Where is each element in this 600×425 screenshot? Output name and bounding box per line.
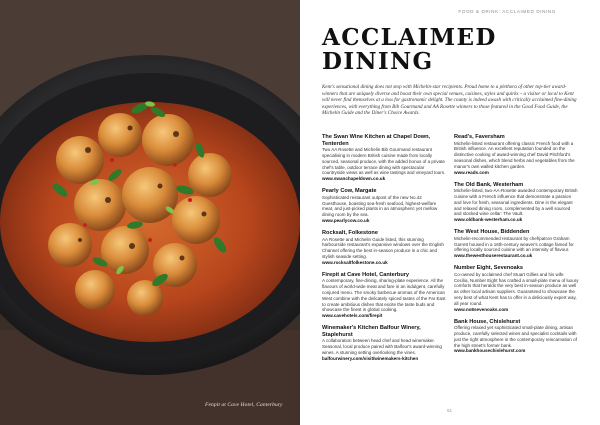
restaurant-url[interactable]: www.rocksaltfolkestone.co.uk xyxy=(322,259,388,265)
photo-caption: Fenpit at Cave Hotel, Canterbury xyxy=(205,402,283,408)
restaurant-url[interactable]: www.thewesthouserestaurant.co.uk xyxy=(454,253,533,259)
restaurant-name: Firepit at Cave Hotel, Canterbury xyxy=(322,271,410,278)
restaurant-url[interactable]: www.swanchapeldown.co.uk xyxy=(322,176,386,182)
restaurant-description: Michelin-listed, two-AA-Rosette awarded contemporary British cuisine with a French influence that demonstrate a passion and love for fresh, seasonal ingredients. Dine in the elegant and relaxed dining room, complemented by a well sourced and stocked wine cellar: The Vault. xyxy=(454,188,578,217)
page-title: ACCLAIMED DINING xyxy=(322,24,497,75)
restaurant-entry xyxy=(322,134,447,182)
restaurant-url[interactable]: balfourwinery.com/visit/winemakers-kitchen xyxy=(322,355,419,361)
restaurant-description: Sophisticated restaurant outpost of the new No.42 Guesthouse, boasting sea-fresh seafood, highest-welfare meat, and just-picked plants in an atmospheric yet mellow dining room by the sea. xyxy=(322,194,438,218)
page-number: 51 xyxy=(447,408,453,413)
restaurant-name: The West House, Biddenden xyxy=(454,229,530,236)
restaurant-url[interactable]: www.oldbank-westerham.co.uk xyxy=(454,217,523,223)
restaurant-name: The Old Bank, Westerham xyxy=(454,181,524,188)
restaurant-description: A contemporary, fine-dining, sharing-plate experience. All the flavours of world-wide meat and fare in an indulgent, carefully conjured menu. The smoky barbecue aromas of the American West combine with the delicately spiced tastes of the Far East to create ambitious dishes that excite the taste buds and showcase the finest in global cooking. xyxy=(322,278,446,313)
restaurant-entry xyxy=(454,319,579,355)
restaurant-entry xyxy=(454,134,579,176)
article-page xyxy=(300,0,600,425)
restaurant-name: The Swan Wine Kitchen at Chapel Down, Tenterden xyxy=(322,134,431,147)
restaurant-description: Two AA Rosette and Michelin Bib Gourmand restaurant specialising in modern British cuisine made from locally sourced, seasonal produce, with the added bonus of a private chef's table, outdoor terrace dining with spectacular countryside views as well as wine tastings and vineyard tours. xyxy=(322,147,446,176)
restaurant-description: AA Rosette and Michelin Guide listed, this stunning harbourside restaurant's expansive windows over the English Channel offering the best in-season produce in a chic and stylish seaside setting. xyxy=(322,236,444,259)
restaurant-entry xyxy=(322,325,447,362)
restaurant-name: Rocksalt, Folkestone xyxy=(322,229,378,236)
running-head: FOOD & DRINK: ACCLAIMED DINING xyxy=(458,9,556,14)
restaurant-entry xyxy=(454,229,579,259)
restaurant-name: Number Eight, Sevenoaks xyxy=(454,265,524,272)
restaurant-description: Michelin-listed restaurant offering classic French food with a British influence. An excellent reputation founded on the distinctive cooking of award-winning chef David Pitchford's seasonal dishes, which blend herbs and vegetables from the manor's own walled kitchen garden. xyxy=(454,140,575,169)
intro-paragraph: Kent's sensational dining does not stop with Michelin-star recipients. Proud home to a plethora of other top-tier award-winners that are uniquely diverse and boast their own special venues, cuisines, styles and quirks – a visitor or local to Kent will never find themselves at a loss for gastronomic delight. The county is indeed awash with critically acclaimed fine-dining experiences, with everything from Bib Gourmand and AA Rosette winners to those featured in the Good Food Guide, the Michelin Guide and the Diner's Choice Awards. xyxy=(322,84,577,117)
restaurant-url[interactable]: www.reads.com xyxy=(454,169,489,175)
restaurant-url[interactable]: www.no8sevenoaks.com xyxy=(454,306,509,312)
restaurant-name: Bank House, Chislehurst xyxy=(454,318,521,325)
restaurant-entry xyxy=(454,182,579,224)
restaurant-entry xyxy=(322,272,447,319)
restaurant-entry xyxy=(322,230,447,266)
restaurant-url[interactable]: www.bankhousechislehurst.com xyxy=(454,348,526,354)
restaurant-description: A collaboration between head chef and head winemaker. Seasonal, local produce paired with Balfour's award-winning wines. A stunning setting overlooking the vines. xyxy=(322,338,442,355)
restaurant-name: Read's, Faversham xyxy=(454,134,505,140)
restaurant-url[interactable]: www.pearlycow.co.uk xyxy=(322,217,370,223)
restaurant-name: Pearly Cow, Margate xyxy=(322,188,377,195)
restaurant-entry xyxy=(454,265,579,312)
restaurant-description: Offering relaxed yet sophisticated small-plate dining, artisan produce, carefully selected wines and specialist cocktails with just the right atmosphere in the contemporary reincarnation of the high street's former bank. xyxy=(454,325,577,348)
restaurant-description: Michelin-recommended restaurant by chef/patron Graham Garrett housed in a 16th-century weaver's cottage famed for offering locally sourced cuisine with an intensity of flavour. xyxy=(454,235,574,253)
restaurant-entry xyxy=(322,188,447,224)
restaurant-name: Winemaker's Kitchen Balfour Winery, Staplehurst xyxy=(322,325,421,338)
restaurant-url[interactable]: www.cavehotels.com/firepit xyxy=(322,313,383,319)
restaurant-description: Co-owned by acclaimed chef Stuart Gillies and his wife Cecilia, Number Eight has crafted a small-plate menu of luxury comforts that heralds the very best in-season produce as well as other local artisan suppliers. Guaranteed to showcase the very best of what Kent has to offer in a deliciously expert way, all year round. xyxy=(454,271,579,306)
right-column xyxy=(454,134,579,360)
left-column xyxy=(322,134,447,368)
